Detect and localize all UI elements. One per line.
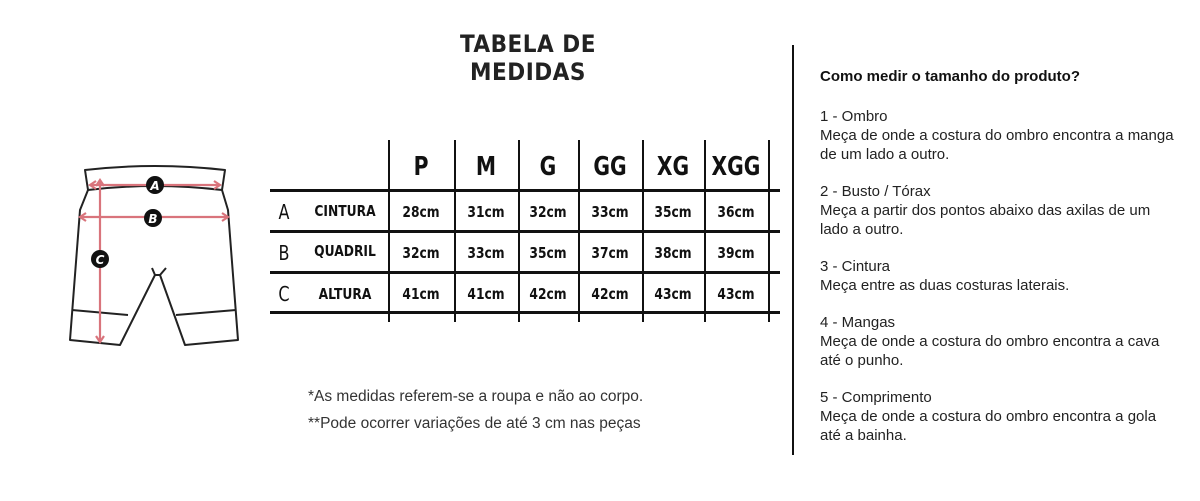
note-garment: *As medidas referem-se a roupa e não ao corpo.: [308, 388, 644, 405]
how-to-heading: Como medir o tamanho do produto?: [820, 68, 1080, 85]
size-table: [270, 140, 780, 322]
size-header: XGG: [711, 152, 761, 182]
table-hline: [270, 311, 780, 314]
how-to-item-title: 1 - Ombro: [820, 108, 888, 125]
row-letter: C: [278, 282, 290, 306]
table-cell: 38cm: [654, 244, 692, 262]
row-label: QUADRIL: [314, 242, 376, 260]
row-letter: B: [278, 241, 290, 265]
how-to-item: [820, 107, 1180, 164]
how-to-measure: [820, 68, 1180, 463]
table-cell: 28cm: [402, 203, 440, 221]
size-header: XG: [656, 152, 690, 182]
size-header: G: [539, 152, 557, 182]
how-to-item-title: 3 - Cintura: [820, 258, 891, 275]
how-to-item-title: 4 - Mangas: [820, 314, 896, 331]
how-to-item: [820, 313, 1180, 370]
table-cell: 33cm: [467, 244, 505, 262]
table-cell: 35cm: [654, 203, 692, 221]
how-to-item-text: Meça entre as duas costuras laterais.: [820, 277, 1070, 294]
size-header: M: [475, 152, 497, 182]
how-to-item-text: Meça de onde a costura do ombro encontra a cava até o punho.: [820, 333, 1160, 369]
vertical-divider: [792, 45, 794, 455]
how-to-item-text: Meça de onde a costura do ombro encontra a manga de um lado a outro.: [820, 127, 1174, 163]
table-cell: 42cm: [529, 285, 567, 303]
table-cell: 39cm: [717, 244, 755, 262]
table-cell: 41cm: [402, 285, 440, 303]
size-header: P: [413, 152, 429, 182]
table-cell: 43cm: [717, 285, 755, 303]
table-cell: 33cm: [591, 203, 629, 221]
table-cell: 31cm: [467, 203, 505, 221]
row-letter: A: [278, 200, 290, 224]
table-hline: [270, 271, 780, 274]
table-cell: 32cm: [529, 203, 567, 221]
how-to-item-text: Meça a partir dos pontos abaixo das axilas de um lado a outro.: [820, 202, 1151, 238]
crotch-seam: [152, 268, 166, 275]
how-to-item-text: Meça de onde a costura do ombro encontra a gola até a bainha.: [820, 408, 1157, 444]
table-cell: 35cm: [529, 244, 567, 262]
table-cell: 43cm: [654, 285, 692, 303]
table-cell: 36cm: [717, 203, 755, 221]
row-label: ALTURA: [318, 285, 372, 303]
how-to-item: [820, 388, 1180, 445]
svg-text:C: C: [95, 253, 105, 267]
size-header: GG: [593, 152, 627, 182]
table-cell: 41cm: [467, 285, 505, 303]
marker-c: [91, 250, 109, 268]
how-to-item-title: 2 - Busto / Tórax: [820, 183, 931, 200]
table-cell: 42cm: [591, 285, 629, 303]
svg-text:B: B: [148, 212, 158, 226]
how-to-item-title: 5 - Comprimento: [820, 389, 932, 406]
note-variation: **Pode ocorrer variações de até 3 cm nas peças: [308, 415, 641, 432]
table-cell: 32cm: [402, 244, 440, 262]
svg-text:A: A: [150, 179, 160, 193]
how-to-item: [820, 257, 1180, 295]
page-title: TABELA DE MEDIDAS: [460, 30, 596, 86]
table-cell: 37cm: [591, 244, 629, 262]
shorts-diagram: [60, 160, 250, 350]
marker-b: [144, 209, 162, 227]
how-to-item: [820, 182, 1180, 239]
table-hline: [270, 230, 780, 233]
right-hem: [176, 310, 236, 315]
marker-a: [146, 176, 164, 194]
row-label: CINTURA: [314, 202, 376, 220]
